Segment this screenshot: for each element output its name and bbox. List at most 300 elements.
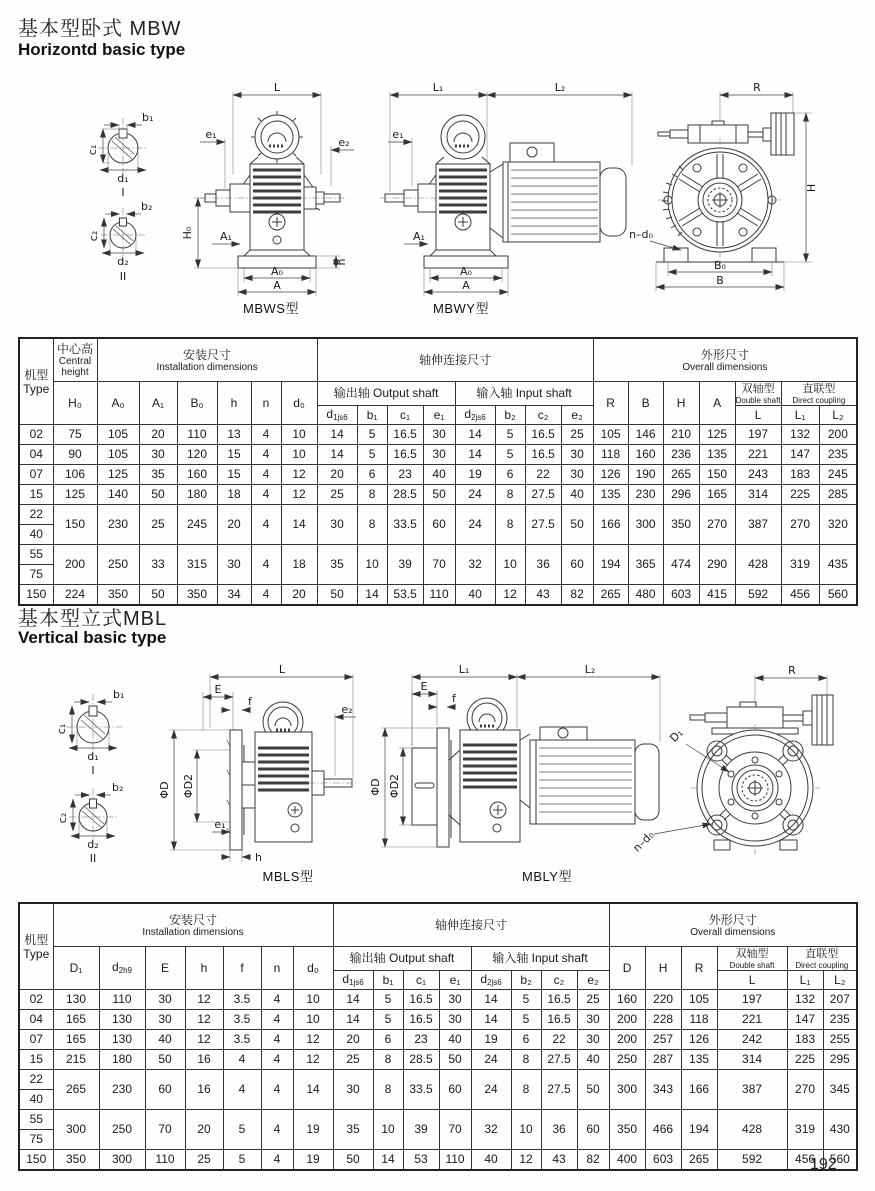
output-shaft	[380, 184, 442, 212]
value-cell: 60	[145, 1070, 185, 1110]
column-header: 输出轴 Output shaft	[317, 382, 455, 406]
value-cell: 365	[628, 545, 663, 585]
value-cell: 560	[823, 1150, 857, 1171]
value-cell: 12	[185, 1010, 223, 1030]
value-cell: 40	[471, 1150, 511, 1171]
value-cell: 106	[53, 465, 97, 485]
column-header: L	[735, 406, 781, 425]
type-cell: 02	[19, 425, 53, 445]
value-cell: 40	[423, 465, 455, 485]
value-cell: 14	[471, 990, 511, 1010]
value-cell: 265	[53, 1070, 99, 1110]
value-cell: 10	[281, 445, 317, 465]
value-cell: 14	[317, 425, 357, 445]
value-cell: 6	[357, 465, 387, 485]
value-cell: 16.5	[541, 1010, 577, 1030]
value-cell: 10	[511, 1110, 541, 1150]
value-cell: 10	[373, 1110, 403, 1150]
value-cell: 35	[139, 465, 177, 485]
value-cell: 34	[217, 585, 251, 606]
column-header: 输入轴 Input shaft	[455, 382, 593, 406]
column-header: L₁	[781, 406, 819, 425]
output-shaft	[200, 184, 256, 212]
value-cell: 132	[781, 425, 819, 445]
speed-dial	[251, 111, 303, 163]
table-row	[19, 445, 857, 465]
value-cell: 25	[139, 505, 177, 545]
value-cell: 28.5	[387, 485, 423, 505]
type-cell: 07	[19, 465, 53, 485]
dim-label-A: A	[273, 279, 281, 292]
dim-label-d2: d₂	[117, 255, 129, 268]
value-cell: 387	[717, 1070, 787, 1110]
value-cell: 150	[699, 465, 735, 485]
table-row	[19, 990, 857, 1010]
value-cell: 53.5	[387, 585, 423, 606]
value-cell: 10	[293, 990, 333, 1010]
value-cell: 20	[139, 425, 177, 445]
value-cell: 200	[609, 1010, 645, 1030]
dim-label-L2: L₂	[584, 663, 596, 676]
section-marker-2: II	[119, 270, 127, 283]
value-cell: 235	[819, 445, 857, 465]
dim-label-R: R	[788, 664, 796, 677]
value-cell: 4	[261, 1010, 293, 1030]
end-view-drawing	[629, 81, 818, 291]
type-cell: 15	[19, 485, 53, 505]
horizontal-drawings	[0, 80, 875, 330]
horizontal-table-wrap	[18, 337, 857, 606]
value-cell: 39	[403, 1110, 439, 1150]
speed-dial	[441, 115, 485, 159]
column-header: e₁	[423, 406, 455, 425]
value-cell: 60	[439, 1070, 471, 1110]
dim-label-f: f	[452, 692, 456, 705]
value-cell: 14	[357, 585, 387, 606]
value-cell: 120	[177, 445, 217, 465]
table-body	[19, 990, 857, 1171]
value-cell: 15	[217, 445, 251, 465]
dim-label-d1: d₁	[117, 172, 129, 185]
table-row	[19, 485, 857, 505]
value-cell: 215	[53, 1050, 99, 1070]
value-cell: 6	[511, 1030, 541, 1050]
column-header: h	[185, 947, 223, 990]
value-cell: 18	[281, 545, 317, 585]
type-cell: 75	[19, 565, 53, 585]
value-cell: 4	[251, 505, 281, 545]
value-cell: 50	[423, 485, 455, 505]
type-cell: 55	[19, 1110, 53, 1130]
value-cell: 224	[53, 585, 97, 606]
cooling-fins	[258, 748, 309, 790]
dim-label-b2: b₂	[112, 781, 124, 794]
foot-left	[664, 248, 688, 262]
type-cell: 75	[19, 1130, 53, 1150]
value-cell: 287	[645, 1050, 681, 1070]
dim-label-e1: e₁	[392, 128, 404, 141]
value-cell: 12	[281, 485, 317, 505]
value-cell: 194	[593, 545, 628, 585]
value-cell: 33	[139, 545, 177, 585]
value-cell: 20	[217, 505, 251, 545]
column-header: 直联型 Direct coupling	[787, 947, 857, 971]
value-cell: 33.5	[403, 1070, 439, 1110]
value-cell: 30	[577, 1030, 609, 1050]
value-cell: 36	[541, 1110, 577, 1150]
section-marker-1: I	[121, 186, 125, 199]
value-cell: 130	[53, 990, 99, 1010]
value-cell: 8	[357, 505, 387, 545]
column-header: R	[681, 947, 717, 990]
value-cell: 30	[561, 445, 593, 465]
value-cell: 126	[593, 465, 628, 485]
value-cell: 4	[261, 990, 293, 1010]
value-cell: 70	[439, 1110, 471, 1150]
motor	[530, 727, 659, 824]
value-cell: 220	[645, 990, 681, 1010]
value-cell: 4	[261, 1070, 293, 1110]
dim-label-c1: c₁	[55, 723, 68, 735]
table-row	[19, 1010, 857, 1030]
value-cell: 165	[699, 485, 735, 505]
value-cell: 8	[495, 505, 525, 545]
value-cell: 50	[439, 1050, 471, 1070]
shaft-section-1	[55, 688, 124, 777]
mbl-dimension-table	[18, 902, 858, 1171]
value-cell: 315	[177, 545, 217, 585]
value-cell: 28.5	[403, 1050, 439, 1070]
type-cell: 22	[19, 505, 53, 525]
value-cell: 245	[177, 505, 217, 545]
dim-label-H0: H₀	[181, 226, 194, 240]
type-cell: 150	[19, 585, 53, 606]
value-cell: 16.5	[387, 445, 423, 465]
value-cell: 50	[145, 1050, 185, 1070]
motor-end-cap	[600, 168, 626, 236]
value-cell: 160	[628, 445, 663, 465]
value-cell: 135	[593, 485, 628, 505]
dim-label-h: h	[255, 851, 262, 864]
column-header: 机型 Type	[19, 338, 53, 425]
value-cell: 30	[139, 445, 177, 465]
caption-mbly: MBLY型	[522, 869, 572, 884]
value-cell: 30	[439, 990, 471, 1010]
value-cell: 200	[53, 545, 97, 585]
value-cell: 456	[787, 1150, 823, 1171]
value-cell: 270	[699, 505, 735, 545]
column-header: b₂	[511, 971, 541, 990]
value-cell: 435	[819, 545, 857, 585]
dim-label-H: H	[805, 183, 818, 193]
table-body	[19, 425, 857, 606]
value-cell: 125	[53, 485, 97, 505]
value-cell: 350	[53, 1150, 99, 1171]
value-cell: 118	[681, 1010, 717, 1030]
value-cell: 60	[561, 545, 593, 585]
value-cell: 10	[357, 545, 387, 585]
mbls-drawing	[158, 663, 358, 864]
foot-right	[780, 840, 797, 850]
value-cell: 428	[717, 1110, 787, 1150]
value-cell: 255	[823, 1030, 857, 1050]
value-cell: 19	[455, 465, 495, 485]
dim-label-c2: c₂	[87, 230, 100, 242]
value-cell: 110	[177, 425, 217, 445]
foot-right	[752, 248, 776, 262]
value-cell: 20	[317, 465, 357, 485]
value-cell: 140	[97, 485, 139, 505]
value-cell: 350	[609, 1110, 645, 1150]
value-cell: 8	[511, 1070, 541, 1110]
value-cell: 16.5	[403, 1010, 439, 1030]
value-cell: 466	[645, 1110, 681, 1150]
dim-label-d1: d₁	[87, 750, 99, 763]
value-cell: 50	[577, 1070, 609, 1110]
value-cell: 12	[185, 990, 223, 1010]
value-cell: 30	[217, 545, 251, 585]
value-cell: 33.5	[387, 505, 423, 545]
value-cell: 24	[471, 1070, 511, 1110]
column-header: 外形尺寸 Overall dimensions	[609, 903, 857, 947]
value-cell: 12	[293, 1030, 333, 1050]
dim-label-b1: b₁	[113, 688, 125, 701]
section2-title-en: Vertical basic type	[18, 628, 167, 647]
value-cell: 300	[628, 505, 663, 545]
value-cell: 35	[333, 1110, 373, 1150]
value-cell: 4	[251, 485, 281, 505]
value-cell: 343	[645, 1070, 681, 1110]
column-header: d₀	[281, 382, 317, 425]
value-cell: 130	[99, 1030, 145, 1050]
dim-label-f: f	[248, 695, 252, 708]
value-cell: 5	[495, 445, 525, 465]
value-cell: 5	[373, 1010, 403, 1030]
column-header: H₀	[53, 382, 97, 425]
value-cell: 228	[645, 1010, 681, 1030]
table-row	[19, 1110, 857, 1130]
value-cell: 257	[645, 1030, 681, 1050]
value-cell: 221	[717, 1010, 787, 1030]
dim-label-b1: b₁	[142, 111, 154, 124]
value-cell: 50	[333, 1150, 373, 1171]
value-cell: 319	[781, 545, 819, 585]
value-cell: 474	[663, 545, 699, 585]
value-cell: 24	[455, 505, 495, 545]
value-cell: 132	[787, 990, 823, 1010]
column-header: h	[217, 382, 251, 425]
dim-label-d2: d₂	[87, 838, 99, 851]
value-cell: 225	[781, 485, 819, 505]
value-cell: 150	[53, 505, 97, 545]
dim-label-D1: D₁	[667, 726, 686, 745]
value-cell: 19	[471, 1030, 511, 1050]
cooling-fins	[463, 745, 517, 787]
value-cell: 197	[735, 425, 781, 445]
value-cell: 125	[97, 465, 139, 485]
mbws-drawing	[181, 81, 354, 296]
value-cell: 90	[53, 445, 97, 465]
dim-label-phiD: ΦD	[369, 778, 382, 796]
value-cell: 296	[663, 485, 699, 505]
value-cell: 22	[541, 1030, 577, 1050]
value-cell: 105	[593, 425, 628, 445]
value-cell: 147	[787, 1010, 823, 1030]
column-header: L₂	[823, 971, 857, 990]
value-cell: 30	[317, 505, 357, 545]
value-cell: 200	[609, 1030, 645, 1050]
dim-label-A: A	[462, 279, 470, 292]
value-cell: 110	[423, 585, 455, 606]
section2-title-zh: 基本型立式MBL	[18, 608, 168, 630]
column-header: e₁	[439, 971, 471, 990]
value-cell: 165	[53, 1030, 99, 1050]
value-cell: 16.5	[403, 990, 439, 1010]
value-cell: 16.5	[387, 425, 423, 445]
value-cell: 30	[423, 425, 455, 445]
dim-label-nd0: n–d₀	[629, 228, 653, 241]
value-cell: 50	[317, 585, 357, 606]
value-cell: 4	[251, 425, 281, 445]
table-row	[19, 465, 857, 485]
value-cell: 75	[53, 425, 97, 445]
value-cell: 105	[97, 445, 139, 465]
dim-label-L: L	[273, 81, 281, 94]
hub	[698, 178, 742, 222]
value-cell: 10	[293, 1010, 333, 1030]
value-cell: 4	[223, 1070, 261, 1110]
type-cell: 22	[19, 1070, 53, 1090]
dim-label-c1: c₁	[86, 144, 99, 156]
column-header: 双轴型 Double shaft	[735, 383, 781, 405]
value-cell: 10	[495, 545, 525, 585]
value-cell: 135	[681, 1050, 717, 1070]
value-cell: 4	[251, 585, 281, 606]
value-cell: 300	[609, 1070, 645, 1110]
value-cell: 243	[735, 465, 781, 485]
foot-left	[714, 840, 730, 850]
value-cell: 194	[681, 1110, 717, 1150]
value-cell: 319	[787, 1110, 823, 1150]
column-header: E	[145, 947, 185, 990]
value-cell: 430	[823, 1110, 857, 1150]
dim-label-e1: e₁	[205, 128, 217, 141]
value-cell: 30	[561, 465, 593, 485]
value-cell: 14	[373, 1150, 403, 1171]
value-cell: 242	[717, 1030, 787, 1050]
value-cell: 25	[317, 485, 357, 505]
value-cell: 39	[387, 545, 423, 585]
value-cell: 125	[699, 425, 735, 445]
value-cell: 265	[663, 465, 699, 485]
column-header: L₂	[819, 406, 857, 425]
column-header: b₁	[357, 406, 387, 425]
value-cell: 18	[217, 485, 251, 505]
value-cell: 387	[735, 505, 781, 545]
column-header: A₀	[97, 382, 139, 425]
value-cell: 14	[333, 1010, 373, 1030]
dim-label-phiD: ΦD	[158, 781, 171, 799]
table-row	[19, 545, 857, 565]
value-cell: 603	[645, 1150, 681, 1171]
value-cell: 14	[293, 1070, 333, 1110]
value-cell: 60	[577, 1110, 609, 1150]
vertical-table-wrap	[18, 902, 857, 1171]
dim-label-B: B	[716, 274, 724, 287]
value-cell: 16	[185, 1070, 223, 1110]
value-cell: 14	[333, 990, 373, 1010]
column-header: 输出轴 Output shaft	[333, 947, 471, 971]
value-cell: 592	[735, 585, 781, 606]
value-cell: 25	[577, 990, 609, 1010]
value-cell: 456	[781, 585, 819, 606]
section1-title-en: Horizontd basic type	[18, 40, 186, 59]
dim-label-L2: L₂	[554, 81, 566, 94]
end-view-drawing	[630, 664, 833, 855]
value-cell: 8	[373, 1070, 403, 1110]
value-cell: 428	[735, 545, 781, 585]
column-header: R	[593, 382, 628, 425]
value-cell: 221	[735, 445, 781, 465]
value-cell: 110	[439, 1150, 471, 1171]
table-row	[19, 425, 857, 445]
dim-label-e2: e₂	[341, 703, 353, 716]
column-header: n	[251, 382, 281, 425]
value-cell: 3.5	[223, 990, 261, 1010]
value-cell: 12	[511, 1150, 541, 1171]
section-marker-2: II	[89, 852, 97, 865]
dim-label-B0: B₀	[714, 259, 726, 272]
value-cell: 190	[628, 465, 663, 485]
column-header: b₂	[495, 406, 525, 425]
value-cell: 14	[455, 425, 495, 445]
column-header: n	[261, 947, 293, 990]
value-cell: 300	[53, 1110, 99, 1150]
dim-label-E: E	[214, 683, 222, 696]
value-cell: 27.5	[525, 485, 561, 505]
value-cell: 345	[823, 1070, 857, 1110]
value-cell: 27.5	[541, 1070, 577, 1110]
value-cell: 4	[261, 1150, 293, 1171]
type-cell: 40	[19, 1090, 53, 1110]
handwheel	[771, 113, 794, 155]
column-header: H	[663, 382, 699, 425]
column-header: H	[645, 947, 681, 990]
value-cell: 4	[261, 1030, 293, 1050]
value-cell: 25	[185, 1150, 223, 1171]
value-cell: 12	[281, 465, 317, 485]
value-cell: 4	[261, 1110, 293, 1150]
value-cell: 12	[293, 1050, 333, 1070]
value-cell: 43	[541, 1150, 577, 1171]
value-cell: 36	[525, 545, 561, 585]
value-cell: 592	[717, 1150, 787, 1171]
type-cell: 04	[19, 445, 53, 465]
section-marker-1: I	[91, 764, 95, 777]
value-cell: 12	[495, 585, 525, 606]
dim-label-A0: A₀	[271, 265, 283, 278]
value-cell: 70	[423, 545, 455, 585]
column-header: 中心高 Central height	[53, 338, 97, 382]
type-cell: 40	[19, 525, 53, 545]
dim-label-e1: e₁	[214, 818, 226, 831]
value-cell: 320	[819, 505, 857, 545]
value-cell: 105	[681, 990, 717, 1010]
value-cell: 8	[357, 485, 387, 505]
value-cell: 270	[787, 1070, 823, 1110]
value-cell: 5	[223, 1150, 261, 1171]
type-cell: 15	[19, 1050, 53, 1070]
